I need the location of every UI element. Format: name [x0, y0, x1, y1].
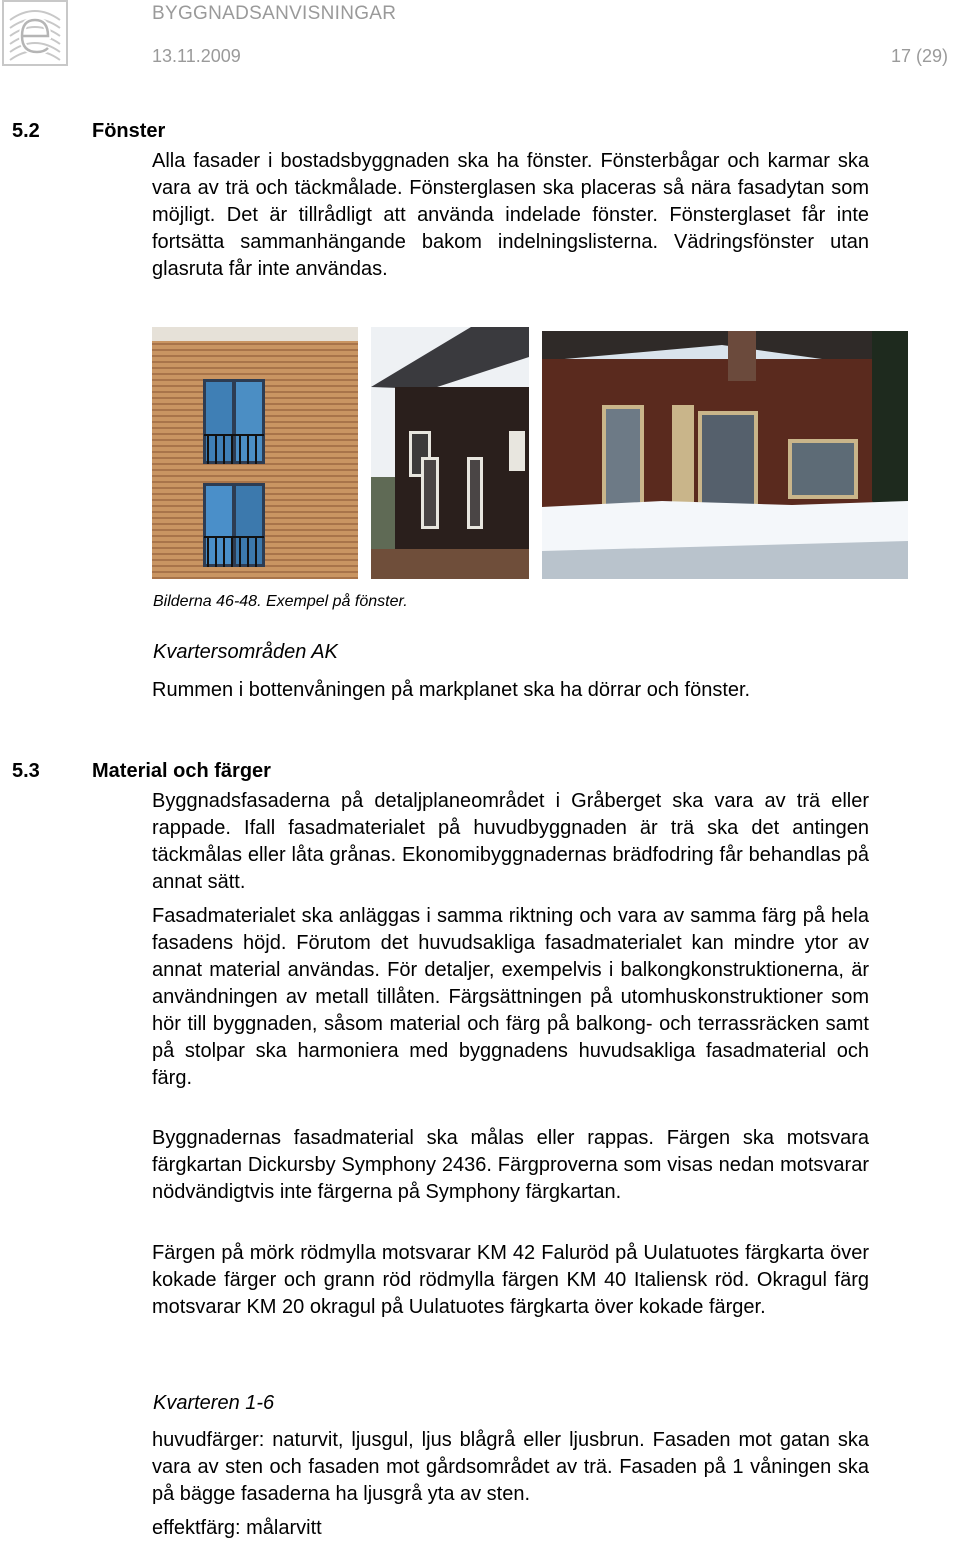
paragraph: effektfärg: målarvitt	[152, 1517, 322, 1539]
section-53-paragraph-1	[152, 788, 869, 896]
document-date: 13.11.2009	[152, 46, 241, 66]
paragraph: Färgen på mörk rödmylla motsvarar KM 42 Faluröd på Uulatuotes färgkarta över kokade färger och grann röd rödmylla färgen KM 40 Italiensk röd. Okragul färg motsvarar KM 20 okragul på Uulatuotes färgkarta över kokade färger.	[152, 1242, 869, 1318]
section-number: 5.2	[12, 120, 40, 142]
paragraph: Alla fasader i bostadsbyggnaden ska ha fönster. Fönsterbågar och karmar ska vara av trä och täckmålade. Fönsterglasen ska placeras så nära fasadytan som möjligt. Det är tillrådligt att använda indelade fönster. Fönsterglaset får inte fortsätta sammanhängande bakom indelningslisterna. Vädringsfönster utan glasruta får inte användas.	[152, 150, 869, 280]
figure-caption: Bilderna 46-48. Exempel på fönster.	[153, 593, 408, 610]
photo-red-house-in-snow	[542, 331, 908, 579]
section-53-paragraph-3	[152, 1125, 869, 1206]
paragraph: Fasadmaterialet ska anläggas i samma riktning och vara av samma färg på hela fasadens höjd. Förutom det huvudsakliga fasadmaterialet kan mindre ytor av annat material användas. För detaljer, exempelvis i balkongkonstruktionerna, är användningen av metall tillåten. Färgsättningen på utomhuskonstruktioner som hör till byggnaden, såsom material och färg på balkong- och terrassräcken samt på stolpar ska harmoniera med byggnadens huvudsakliga fasadmaterial och färg.	[152, 905, 869, 1089]
section-body	[152, 148, 869, 283]
e-logo-icon	[2, 0, 68, 66]
kvarteren-accent-color	[152, 1515, 869, 1542]
paragraph: Rummen i bottenvåningen på markplanet ska ha dörrar och fönster.	[152, 679, 751, 701]
paragraph: Byggnadsfasaderna på detaljplaneområdet i Gråberget ska vara av trä eller rappade. Ifall fasadmaterialet på huvudbyggnaden är trä ska det antingen täckmålas eller låta grånas. Ekonomibyggnadernas brädfodring får behandlas på annat sätt.	[152, 790, 869, 893]
kvartersomraden-ak-body	[152, 677, 869, 704]
document-header-title: BYGGNADSANVISNINGAR	[152, 3, 397, 24]
section-53-paragraph-2	[152, 903, 869, 1092]
paragraph: Byggnadernas fasadmaterial ska målas eller rappas. Färgen ska motsvara färgkartan Dickursby Symphony 2436. Färgproverna som visas nedan motsvarar nödvändigtvis inte färgerna på Symphony färgkartan.	[152, 1127, 869, 1203]
section-title: Material och färger	[92, 760, 271, 782]
section-53-paragraph-4	[152, 1240, 869, 1321]
section-number: 5.3	[12, 760, 40, 782]
subheading-kvarteren-1-6: Kvarteren 1-6	[153, 1392, 275, 1414]
photo-wooden-facade	[152, 327, 358, 579]
photo-dark-wooden-house	[371, 327, 529, 579]
kvarteren-body	[152, 1427, 869, 1508]
subheading-kvartersomraden-ak: Kvartersområden AK	[153, 641, 338, 663]
section-title: Fönster	[92, 120, 166, 142]
paragraph: huvudfärger: naturvit, ljusgul, ljus blågrå eller ljusbrun. Fasaden mot gatan ska vara av sten och fasaden mot gårdsområdet av trä. Fasaden på 1 våningen ska på bägge fasaderna ha ljusgrå yta av sten.	[152, 1429, 869, 1505]
page-number: 17 (29)	[890, 46, 948, 66]
